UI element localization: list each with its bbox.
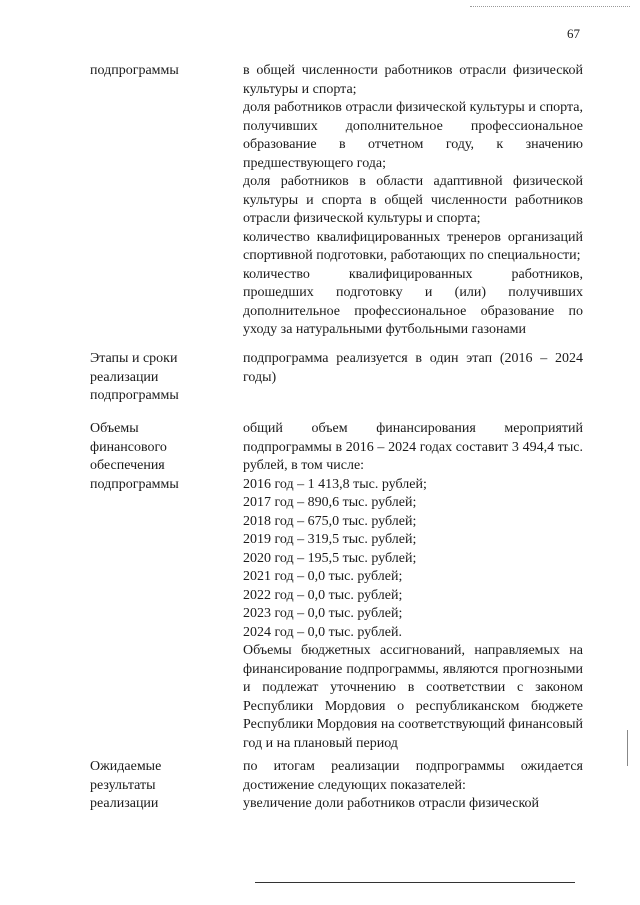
scan-artifact-right [627,730,628,766]
financing-year: 2017 год – 890,6 тыс. рублей; [243,495,417,510]
stages-text: подпрограмма реализуется в один этап (2016 – 2024 годы) [243,351,583,385]
section-content-goals [243,62,583,340]
financing-year: 2021 год – 0,0 тыс. рублей; [243,569,403,584]
scan-artifact-top [470,6,630,9]
section-label-goals: подпрограммы [90,63,179,78]
section-label-results: Ожидаемые результаты реализации [90,759,162,811]
page-number: 67 [567,26,580,41]
financing-year: 2023 год – 0,0 тыс. рублей; [243,606,403,621]
results-item: по итогам реализации подпрограммы ожидается достижение следующих показателей: [243,759,583,793]
goal-item: количество квалифицированных тренеров организаций спортивной подготовки, работающих по специальности; [243,229,583,263]
financing-year: 2019 год – 319,5 тыс. рублей; [243,532,417,547]
section-content-results [243,758,583,814]
financing-year: 2022 год – 0,0 тыс. рублей; [243,587,403,603]
financing-year: 2020 год – 195,5 тыс. рублей; [243,550,417,566]
goal-item: в общей численности работников отрасли физической культуры и спорта; [243,63,583,97]
scan-artifact-bottom [255,882,575,883]
section-label-financing: Объемы финансового обеспечения подпрограммы [90,421,179,492]
goal-item: количество квалифицированных работников, прошедших подготовку и (или) получивших дополнительное профессиональное образование по уходу за натуральными футбольными газонами [243,266,583,337]
financing-intro: общий объем финансирования мероприятий подпрограммы в 2016 – 2024 годах составит 3 494,4 тыс. рублей, в том числе: [243,421,583,473]
financing-year: 2024 год – 0,0 тыс. рублей. [243,624,402,640]
section-content-financing [243,420,583,753]
results-item: увеличение доли работников отрасли физической [243,796,540,811]
goal-item: доля работников отрасли физической культуры и спорта, получивших дополнительное профессиональное образование в отчетном году, к значению предшествующего года; [243,100,583,171]
financing-year: 2018 год – 675,0 тыс. рублей; [243,513,417,529]
section-content-stages [243,350,583,387]
goal-item: доля работников в области адаптивной физической культуры и спорта в общей численности работников отрасли физической культуры и спорта; [243,174,583,226]
section-label-stages: Этапы и сроки реализации подпрограммы [90,351,179,403]
financing-year: 2016 год – 1 413,8 тыс. рублей; [243,476,427,492]
financing-note: Объемы бюджетных ассигнований, направляемых на финансирование подпрограммы, являются прогнозными и подлежат уточнению в соответствии с законом Республики Мордовия о республиканском бюджете Республики Мордовия на соответствующий финансовый год и на плановый период [243,643,583,751]
